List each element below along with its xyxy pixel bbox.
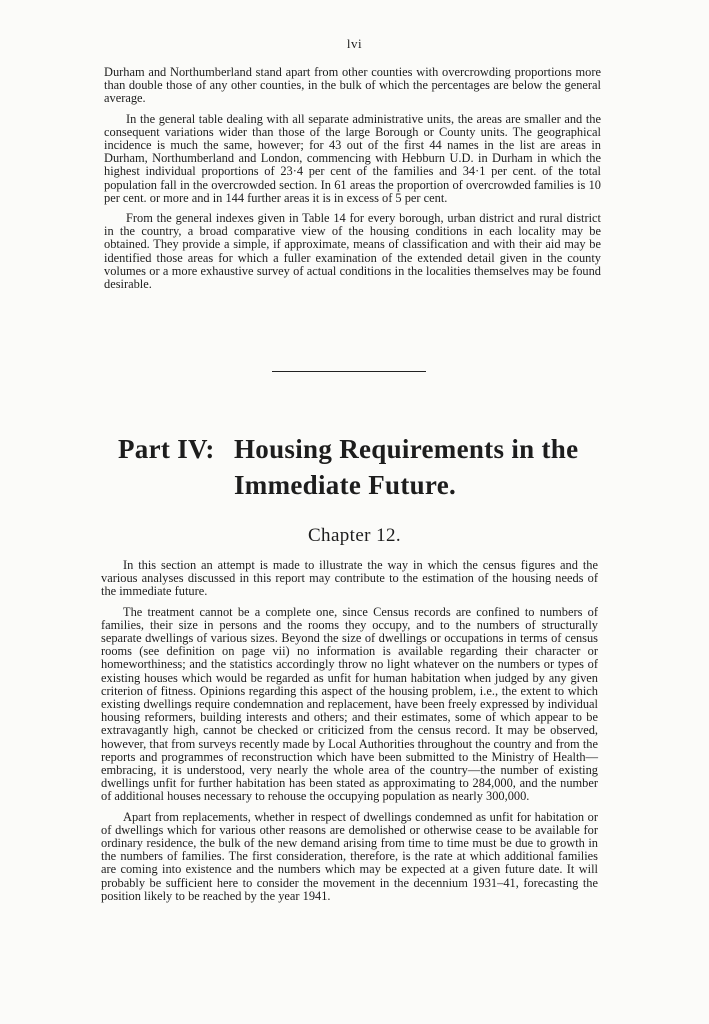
chapter-paragraph-3: Apart from replacements, whether in respect of dwellings condemned as unfit for habitation or of dwellings which for various other reasons are demolished or otherwise cease to be available for ordinary residence, the bulk of the new demand arising from time to time must be due to growth in the numbers of families. The first consideration, therefore, is the rate at which additional families are coming into existence and the numbers which may be expected at a given future date. It will probably be sufficient here to consider the movement in the decennium 1931–41, forecasting the position likely to be reached by the year 1941. [101,809,598,903]
chapter-paragraph-1: In this section an attempt is made to illustrate the way in which the census figures and the various analyses discussed in this report may contribute to the estimation of the housing needs of the immediate future. [101,558,598,599]
chapter-body [101,559,598,910]
page-number: lvi [346,36,363,51]
section-divider [272,371,426,372]
intro-paragraph-3: From the general indexes given in Table 14 for every borough, urban district and rural district in the country, a broad comparative view of the housing conditions in each locality may be obtained. They provide a simple, if approximate, means of classification and with their aid may be identified those areas for which a fuller examination of the extended detail given in the county volumes or a more exhaustive survey of actual conditions in the localities themselves may be found desirable. [104,211,601,292]
part-title-line-2: Immediate Future. [234,470,457,500]
chapter-heading: Chapter 12. [307,525,402,546]
chapter-paragraph-2: The treatment cannot be a complete one, since Census records are confined to numbers of families, their size in persons and the rooms they occupy, and to the numbers of structurally separate dwellings of various sizes. Beyond the size of dwellings or occupations in terms of census rooms (see definition on page vii) no information is available regarding their character or homeworthiness; and the statistics accordingly throw no light whatever on the numbers or types of existing houses which would be regarded as unfit for human habitation when judged by any given criterion of fitness. Opinions regarding this aspect of the housing problem, i.e., the extent to which existing dwellings require condemnation and replacement, have been freely expressed by individual housing reformers, building interests and others; and their estimates, some of which appear to be extravagantly high, cannot be checked or criticized from the census record. It may be observed, however, that from surveys recently made by Local Authorities throughout the country and from the reports and programmes of reconstruction which have been submitted to the Ministry of Health—embracing, it is understood, very nearly the whole area of the country—the number of existing dwellings unfit for further habitation has been stated as approximating to 284,000, and the number of additional houses necessary to rehouse the occupying population as nearly 300,000. [101,604,598,804]
part-label: Part IV: [118,434,215,464]
intro-paragraph-1: Durham and Northumberland stand apart from other counties with overcrowding proportions more than double those of any other counties, in the bulk of which the percentages are below the general average. [104,65,601,106]
part-title-line-1: Housing Requirements in the [234,434,579,464]
intro-section [104,66,601,298]
part-heading [118,432,618,502]
intro-paragraph-2: In the general table dealing with all separate administrative units, the areas are smaller and the consequent variations wider than those of the large Borough or County units. The geographical incidence is much the same, however; for 43 out of the first 44 names in the list are areas in Durham, Northumberland and London, commencing with Hebburn U.D. in Durham in which the highest individual proportions of 23·4 per cent of the families and 34·1 per cent. of the total population fall in the overcrowded section. In 61 areas the proportion of overcrowded families is 10 per cent. or more and in 144 further areas it is in excess of 5 per cent. [104,111,601,205]
